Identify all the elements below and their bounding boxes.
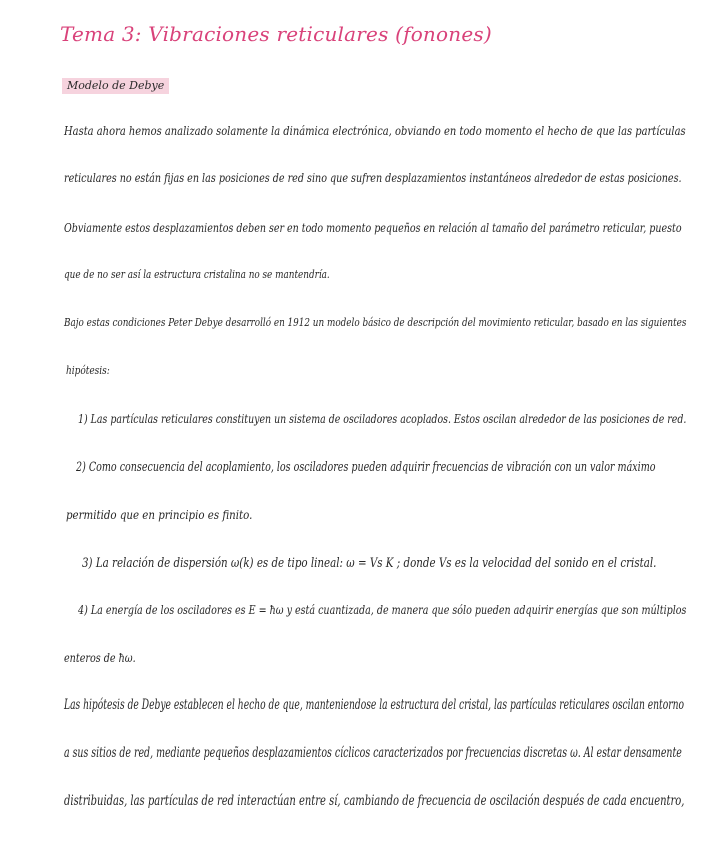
text-line: reticulares no están fijas en las posiciones de red sino que sufren desplazamientos instantáneos alrededor de estas posiciones. xyxy=(64,171,682,185)
list-item: 4) La energía de los osciladores es E = ħω y está cuantizada, de manera que sólo pueden adquirir energías que son múltiplos xyxy=(78,603,687,617)
section-heading: Modelo de Debye xyxy=(62,78,169,94)
text-line: Bajo estas condiciones Peter Debye desarrolló en 1912 un modelo básico de descripción del movimiento reticular, basado en las siguientes xyxy=(64,316,687,329)
list-item: 3) La relación de dispersión ω(k) es de tipo lineal: ω = Vs K ; donde Vs es la velocidad del sonido en el cristal. xyxy=(82,556,657,571)
text-line: permitido que en principio es finito. xyxy=(66,508,253,522)
text-line: que de no ser así la estructura cristalina no se mantendría. xyxy=(64,268,330,281)
text-line: Obviamente estos desplazamientos deben ser en todo momento pequeños en relación al tamaño del parámetro reticular, puesto xyxy=(64,221,682,235)
text-line: Hasta ahora hemos analizado solamente la dinámica electrónica, obviando en todo momento el hecho de que las partículas xyxy=(64,124,686,138)
text-line: a sus sitios de red, mediante pequeños desplazamientos cíclicos caracterizados por frecuencias discretas ω. Al estar densamente xyxy=(64,745,682,761)
text-line: distribuidas, las partículas de red interactúan entre sí, cambiando de frecuencia de oscilación después de cada encuentro, xyxy=(64,793,685,809)
list-item: 1) Las partículas reticulares constituyen un sistema de osciladores acoplados. Estos oscilan alrededor de las posiciones de red. xyxy=(78,412,687,426)
text-line: hipótesis: xyxy=(66,364,110,377)
list-item: 2) Como consecuencia del acoplamiento, los osciladores pueden adquirir frecuencias de vibración con un valor máximo xyxy=(76,460,656,475)
page-title: Tema 3: Vibraciones reticulares (fonones) xyxy=(60,22,492,46)
text-line: enteros de ħω. xyxy=(64,651,136,665)
text-line: Las hipótesis de Debye establecen el hecho de que, manteniendose la estructura del cristal, las partículas reticulares oscilan entorno xyxy=(64,697,685,713)
